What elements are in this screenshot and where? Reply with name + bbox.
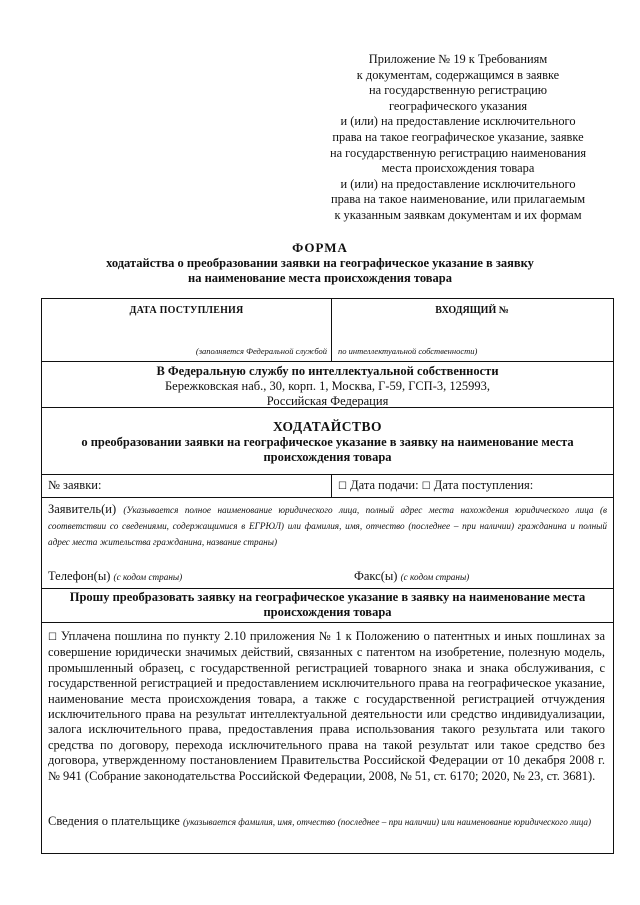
filing-date-label: Дата подачи: xyxy=(350,478,419,492)
fill-hint-right: по интеллектуальной собственности) xyxy=(338,346,478,356)
payer-field[interactable] xyxy=(48,814,605,830)
appendix-line: места происхождения товара xyxy=(381,161,535,176)
fax-label: Факс(ы) xyxy=(354,569,398,583)
form-title-line: ходатайства о преобразовании заявки на географическое указание в заявку xyxy=(106,256,534,270)
fax-hint: (с кодом страны) xyxy=(400,572,470,582)
filing-date-checkbox[interactable]: ☐ xyxy=(338,481,347,492)
receipt-date-field-label: Дата поступления: xyxy=(433,478,534,492)
payer-hint: (указывается фамилия, имя, отчество (последнее – при наличии) или наименование юридического лица) xyxy=(182,817,592,827)
phone-label: Телефон(ы) xyxy=(48,569,111,583)
request-line: Прошу преобразовать заявку на географическое указание в заявку на наименование места xyxy=(69,590,586,604)
receipt-date-checkbox[interactable]: ☐ xyxy=(421,481,431,492)
fee-block xyxy=(42,623,613,855)
appendix-line: на государственную регистрацию xyxy=(369,83,547,98)
request-line: происхождения товара xyxy=(263,605,392,619)
recipient-name: В Федеральную службу по интеллектуальной собственности xyxy=(156,364,499,378)
fax-field[interactable] xyxy=(354,569,469,584)
appendix-line: Приложение № 19 к Требованиям xyxy=(368,52,548,66)
applicant-text xyxy=(48,502,607,550)
applicant-block[interactable] xyxy=(42,498,613,589)
petition-subtitle: происхождения товара xyxy=(263,450,392,464)
petition-form xyxy=(41,298,614,854)
application-number-field[interactable]: № заявки: xyxy=(48,478,102,492)
receipt-date-label: ДАТА ПОСТУПЛЕНИЯ xyxy=(129,305,244,316)
request-block xyxy=(42,589,613,623)
form-title-line: на наименование места происхождения товара xyxy=(188,271,452,285)
application-row xyxy=(42,475,613,498)
appendix-line: географического указания xyxy=(388,98,528,113)
appendix-line: на государственную регистрацию наименования xyxy=(329,145,587,160)
petition-title-block xyxy=(42,408,613,475)
form-title xyxy=(60,240,580,286)
petition-title: ХОДАТАЙСТВО xyxy=(272,419,383,434)
applicant-label: Заявитель(и) xyxy=(48,502,117,516)
incoming-number-label: ВХОДЯЩИЙ № xyxy=(435,305,509,316)
fee-paragraph xyxy=(48,629,605,784)
recipient-address: Бережковская наб., 30, корп. 1, Москва, Г-59, ГСП-3, 125993, xyxy=(164,379,490,393)
petition-subtitle: о преобразовании заявки на географическое указание в заявку на наименование места xyxy=(81,434,574,449)
appendix-line: права на такое географическое указание, заявке xyxy=(332,129,584,144)
fee-text: Уплачена пошлина по пункту 2.10 приложения № 1 к Положению о патентных и иных пошлинах за совершение юридически значимых действий, связанных с патентом на изобретение, полезную модель, промышленный образец, с государственной регистрацией товарного знака и знака обслуживания, с государственной регистрацией и предоставлением исключительного права на географическое указание, наименование места происхождения товара, а также с государственной регистрацией отчуждения исключительного права на результат интеллектуальной деятельности или средство индивидуализации, залога исключительного права, предоставления права использования такого результата или такого средства по договору, перехода исключительного права на такой результат или такое средство без договора, утвержденному постановлением Правительства Российской Федерации от 10 декабря 2008 г. № 941 (Собрание законодательства Российской Федерации, 2008, № 51, ст. 6170; 2020, № 23, ст. 3681). xyxy=(48,629,605,783)
fee-paid-checkbox[interactable]: ☐ xyxy=(48,632,57,643)
receipt-date-cell[interactable] xyxy=(42,299,332,361)
appendix-line: и (или) на предоставление исключительного xyxy=(340,114,576,129)
phone-field[interactable] xyxy=(48,569,182,584)
appendix-line: к указанным заявкам документам и их формам xyxy=(334,207,582,222)
fill-hint-left: (заполняется Федеральной службой xyxy=(195,346,327,356)
phone-hint: (с кодом страны) xyxy=(113,572,183,582)
form-title-heading: ФОРМА xyxy=(292,240,348,255)
appendix-line: права на такое наименование, или прилагаемым xyxy=(330,192,586,207)
recipient-block xyxy=(42,362,613,408)
appendix-note xyxy=(318,52,598,224)
applicant-hint: (Указывается полное наименование юридического лица, полный адрес места нахождения юридического лица (в соответствии со сведениями, содержащимися в ЕГРЮЛ) или фамилия, имя, отчество (последнее – при наличии) гражданина и полный адрес места жительства гражданина, название страны) xyxy=(48,505,608,547)
appendix-line: к документам, содержащимся в заявке xyxy=(356,67,560,82)
appendix-line: и (или) на предоставление исключительного xyxy=(340,176,576,191)
receipt-row xyxy=(42,299,613,362)
payer-label: Сведения о плательщике xyxy=(48,814,180,828)
recipient-country: Российская Федерация xyxy=(266,394,389,408)
dates-cell xyxy=(331,475,533,497)
